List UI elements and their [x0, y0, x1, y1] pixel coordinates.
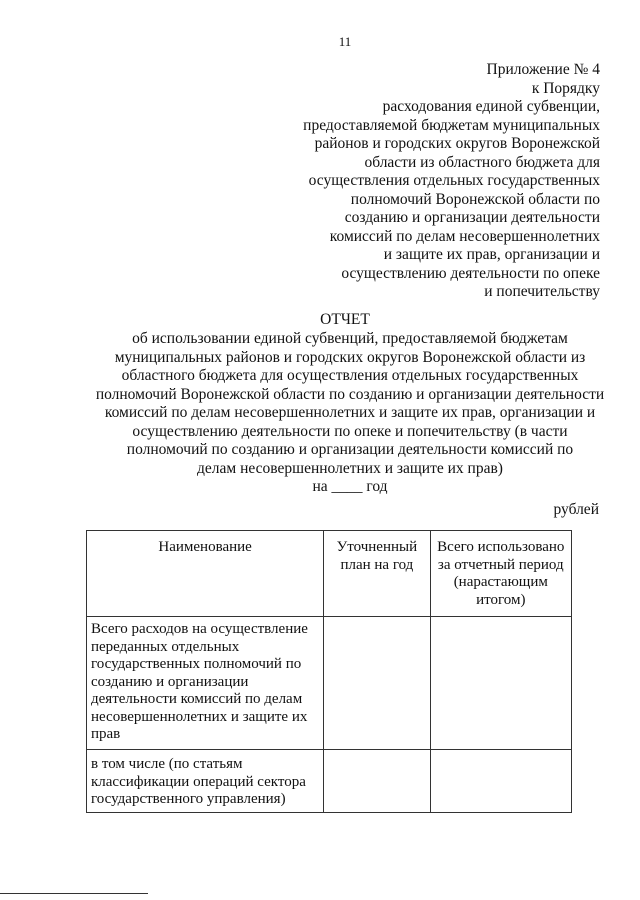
subtitle-line: полномочий по созданию и организации деятельности комиссий по — [126, 441, 574, 458]
footnote-divider — [0, 893, 148, 894]
appendix-line: области из областного бюджета для — [364, 153, 600, 171]
subtitle-line: осуществлению деятельности по опеке и попечительству (в части — [132, 422, 568, 440]
currency-units: рублей — [553, 501, 599, 518]
row-used-cell — [430, 750, 571, 813]
appendix-line: осуществления отдельных государственных — [308, 172, 600, 189]
subtitle-line: областного бюджета для осуществления отдельных государственных — [121, 367, 579, 384]
report-year-line: на ____ год — [312, 478, 388, 495]
appendix-line: осуществлению деятельности по опеке — [341, 264, 600, 282]
appendix-line: к Порядку — [531, 79, 600, 97]
appendix-line: расходования единой субвенции, — [382, 98, 600, 115]
report-title: ОТЧЕТ — [320, 311, 370, 328]
appendix-line: полномочий Воронежской области по — [350, 190, 600, 208]
appendix-line: и попечительству — [484, 283, 600, 300]
header-used: Всего использовано за отчетный период (нарастающим итогом) — [430, 531, 571, 617]
appendix-line: Приложение № 4 — [486, 61, 600, 78]
page-number: 11 — [338, 34, 352, 49]
appendix-line: комиссий по делам несовершеннолетних — [329, 227, 600, 245]
appendix-block — [280, 61, 600, 302]
appendix-line: предоставляемой бюджетам муниципальных — [303, 116, 600, 134]
appendix-line: районов и городских округов Воронежской — [314, 135, 600, 152]
header-name: Наименование — [87, 531, 324, 617]
subtitle-line: полномочий Воронежской области по созданию и организации деятельности — [95, 385, 605, 403]
appendix-line: и защите их прав, организации и — [383, 246, 600, 263]
row-plan-cell — [324, 750, 430, 813]
row-name-cell: в том числе (по статьям классификации операций сектора государственного управления) — [87, 750, 324, 813]
subtitle-line: делам несовершеннолетних и защите их прав) — [197, 459, 503, 477]
row-used-cell — [430, 617, 571, 750]
table-header-row — [87, 531, 572, 617]
subtitle-line: комиссий по делам несовершеннолетних и защите их прав, организации и — [104, 404, 596, 421]
report-table — [86, 530, 572, 813]
subtitle-line: об использовании единой субвенций, предоставляемой бюджетам — [132, 330, 568, 347]
appendix-line: созданию и организации деятельности — [344, 209, 600, 226]
table-row — [87, 617, 572, 750]
row-name-cell: Всего расходов на осуществление переданных отдельных государственных полномочий по созданию и организации деятельности комиссий по делам несовершеннолетних и защите их прав — [87, 617, 324, 750]
subtitle-line: муниципальных районов и городских округов Воронежской области из — [114, 348, 586, 366]
report-subtitle — [70, 330, 630, 497]
header-plan: Уточненный план на год — [324, 531, 430, 617]
row-plan-cell — [324, 617, 430, 750]
table-row — [87, 750, 572, 813]
